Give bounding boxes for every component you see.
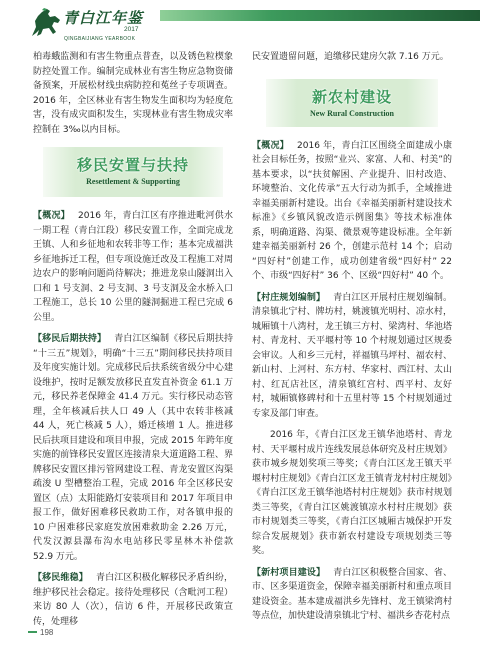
left-column [33, 50, 233, 636]
section-title-en: Resettlement & Supporting [86, 177, 180, 186]
paragraph-post-resettlement-support [33, 332, 233, 564]
section-title-en: New Rural Construction [310, 108, 394, 118]
paragraph-heading: 【移民后期扶持】 [33, 334, 107, 344]
paragraph-heading: 【概况】 [252, 140, 289, 151]
logo-title: 青白江年鉴 [63, 9, 144, 27]
paragraph-text: 青白江区积极整合国家、省、市、区多渠道资金，保障幸福美丽新村和重点项目建设资金。基本建成福洪乡先锋村、龙王镇梁湾村等点位，加快建设清泉镇北宁村、福洪乡杏花村点 [252, 567, 452, 621]
paragraph-planning-awards [252, 428, 452, 559]
paragraph-text: 2016 年，青白江区围绕全面建成小康社会目标任务，按照“业兴、家富、人和、村美”的基本要求，以“扶贫解困、产业提升、旧村改造、环境整治、文化传承”五大行动为抓手，全域推进幸福美丽新村建设。出台《幸福美丽新村建设技术标准》《乡镇风貌改造示例图集》等技术标准体系，明确道路、沟渠、微景观等建设标准。全年新建幸福美丽新村 26 个，创建示范村 14 个；启动“四好村”创建工作，成功创建省级“四好村” 22 个、市级“四好村” 36 个、区级“四好村” 40 个。 [252, 140, 452, 281]
section-title-cn: 移民安置与扶持 [76, 156, 189, 174]
page-number-block [28, 626, 53, 638]
logo-year: 2017 [124, 26, 139, 33]
right-column [252, 50, 452, 631]
continued-paragraph [33, 50, 233, 137]
paragraph-resettlement-stability [33, 571, 233, 629]
continued-paragraph [252, 50, 452, 65]
paragraph-text: 青白江区积极化解移民矛盾纠纷，维护移民社会稳定。接待处理移民（含毗河工程）来访 80 人（次），信访 6 件，开展移民政策宣传，处理移 [33, 573, 233, 627]
section-banner-new-rural-construction [266, 79, 438, 127]
paragraph-heading: 【移民维稳】 [33, 573, 88, 583]
paragraph-text: 民安置遗留问题，追缴移民建房欠款 7.16 万元。 [252, 52, 449, 62]
paragraph-text: 柏毒蛾监测和有害生物重点普查，以及锈色粒楔象防控处置工作。编制完成林业有害生物应急物资储备预案，开展松材线虫病防控和菟丝子专项调查。2016 年，全区林业有害生物发生面积均为轻度危害，没有成灾面积发生，实现林业有害生物成灾率控制在 3‰以内目标。 [33, 52, 233, 135]
paragraph-text: 2016 年，《青白江区龙王镇华池塔村、青龙村、天平堰村成片连线发展总体研究及村庄规划》获市城乡规划奖项三等奖；《青白江区龙王镇天平堰村村庄规划》《青白江区龙王镇青龙村村庄规划》《青白江区龙王镇华池塔村村庄规划》获市村规划类三等奖，《青白江区姚渡镇凉水村村庄规划》获市村规划类三等奖，《青白江区城厢古城保护开发综合发展规划》获市新农村建设专项规划类三等奖。 [252, 430, 452, 556]
horse-icon [28, 7, 62, 39]
paragraph-text: 2016 年，青白江区有序推进毗河供水一期工程（青白江段）移民安置工作，全面完成龙王镇、人和乡征地和农转非等工作；基本完成福洪乡征地拆迁工程，但专项设施迁改及工程施工对周边农户的影响问题尚待解决；推进龙泉山隧洞出入口和 1 号支洞、2 号支洞、3 号支洞及金水桥入口工程施工，总长 10 公里的隧洞掘进工程已完成 6 公里。 [33, 211, 233, 323]
paragraph-overview [252, 139, 452, 284]
paragraph-text: 青白江区编制《移民后期扶持“十三五”规划》，明确“十三五”期间移民扶持项目及年度实施计划。完成移民后扶系统省级分中心建设维护，按时足额发放移民直发直补资金 61.1 万元，移民养老保障金 41.4 万元。实行移民动态管理，全年核减后扶人口 49 人（其中农转非核减 44 人，死亡核减 5 人），婚迁核增 1 人。推进移民后扶项目建设和项目申报，完成 2015 年跨年度实施的前锋移民安置区连接清泉大道道路工程、界牌移民安置区排污管网建设工程、青龙安置区沟渠疏浚 U 型槽整治工程，完成 2016 年全区移民安置区（点）太阳能路灯安装项目和 2017 年项目申报工作，做好困难移民救助工作，对各镇申报的 10 户困难移民家庭发放困难救助金 2.26 万元，代发汉源县瀑布沟水电站移民零星林木补偿款 52.9 万元。 [33, 334, 233, 562]
section-banner-resettlement [43, 147, 223, 197]
paragraph-overview [33, 209, 233, 325]
paragraph-heading: 【村庄规划编制】 [252, 292, 326, 303]
section-title-cn: 新农村建设 [311, 87, 392, 106]
logo-subtitle: QINGBAIJIANG YEARBOOK [64, 36, 136, 42]
paragraph-new-village-projects [252, 566, 452, 624]
page-number: 198 [40, 627, 54, 637]
page-number-marker [28, 631, 37, 633]
yearbook-logo [28, 4, 152, 46]
paragraph-village-planning [252, 291, 452, 422]
paragraph-heading: 【新村项目建设】 [252, 567, 326, 578]
paragraph-text: 青白江区开展村庄规划编制。清泉镇北宁村、牌坊村，姚渡镇光明村、凉水村，城厢镇十八湾村，龙王镇三方村、梁湾村、华池塔村、青龙村、天平堰村等 10 个村规划通过区规委会审议。人和乡三元村，祥福镇马坪村、福农村、新山村、上河村、东方村、华家村、西江村、太山村、红瓦店社区，清泉镇红宫村、西平村、友好村，城厢镇修碑村和十五里村等 15 个村规划通过专家及部门审查。 [252, 292, 452, 419]
paragraph-heading: 【概况】 [33, 211, 70, 221]
header-accent-bar [160, 10, 480, 21]
